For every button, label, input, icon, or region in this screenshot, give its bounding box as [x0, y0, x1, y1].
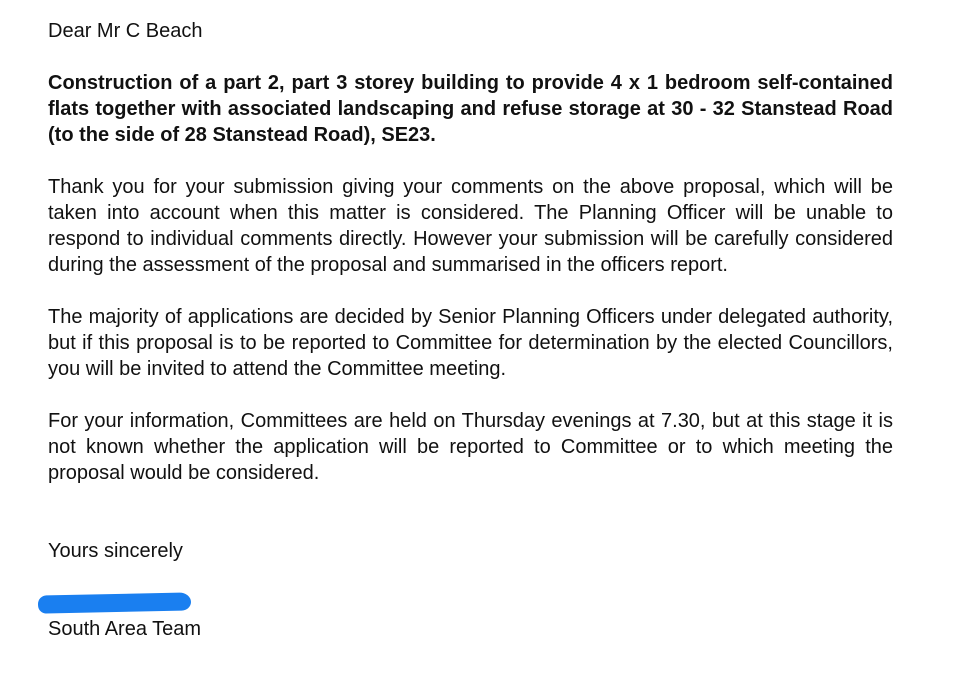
- paragraph-delegated-authority: The majority of applications are decided by Senior Planning Officers under delegated authority, but if this proposal is to be reported to Committee for determination by the elected Councillors, you will be invited to attend the Committee meeting.: [48, 306, 893, 380]
- closing-line: Yours sincerely: [48, 540, 183, 562]
- subject-heading: Construction of a part 2, part 3 storey building to provide 4 x 1 bedroom self-contained flats together with associated landscaping and refuse storage at 30 - 32 Stanstead Road (to the side of 28 Stanstead Road), SE23.: [48, 72, 893, 146]
- sender-team: South Area Team: [48, 618, 202, 640]
- redacted-signature: [38, 592, 191, 613]
- salutation: Dear Mr C Beach: [48, 20, 203, 42]
- signature-block: [48, 564, 893, 616]
- paragraph-submission-thanks: Thank you for your submission giving your comments on the above proposal, which will be taken into account when this matter is considered. The Planning Officer will be unable to respond to individual comments directly. However your submission will be carefully considered during the assessment of the proposal and summarised in the officers report.: [48, 176, 893, 276]
- letter-body: [48, 18, 893, 642]
- paragraph-committee-info: For your information, Committees are held on Thursday evenings at 7.30, but at this stage it is not known whether the application will be reported to Committee or to which meeting the proposal would be considered.: [48, 410, 893, 484]
